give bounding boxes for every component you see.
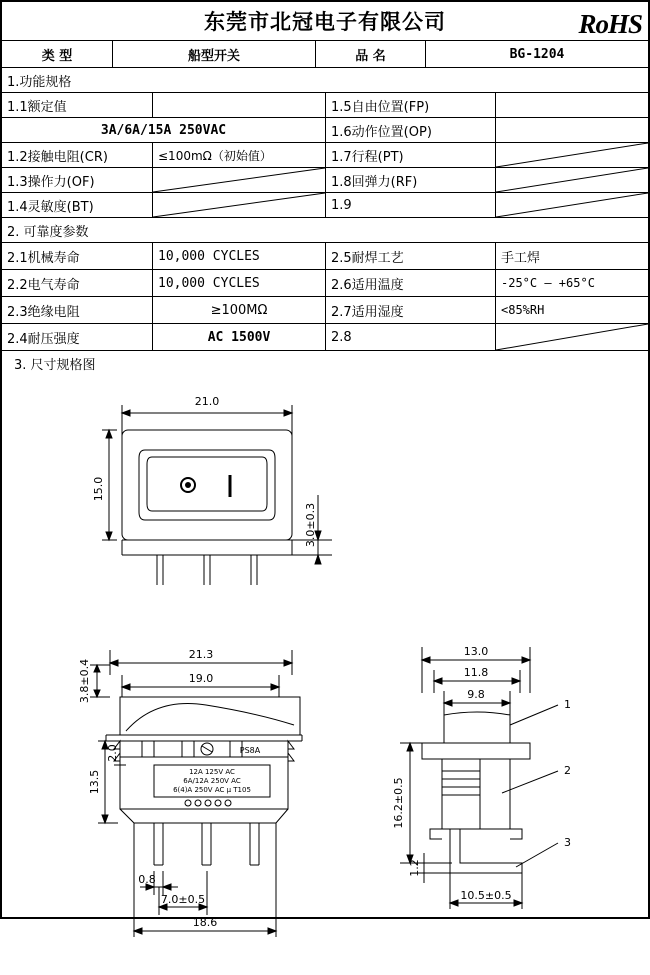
spec-right-label: 2.7适用湿度	[325, 297, 495, 323]
spec-row	[2, 193, 648, 218]
company-title: 东莞市北冠电子有限公司	[204, 10, 446, 34]
spec-left-value: 10,000 CYCLES	[152, 270, 325, 296]
name-value: BG-1204	[425, 41, 648, 67]
dim-front-step: 2.0	[106, 744, 119, 762]
spec-row	[2, 118, 648, 143]
dim-side-small: 1.2	[408, 859, 421, 877]
spec-left-label: 2.4耐压强度	[7, 331, 80, 347]
rating-value: 3A/6A/15A 250VAC	[100, 122, 227, 138]
dim-top-thickness: 3.0±0.3	[304, 502, 317, 548]
section3-heading: 3. 尺寸规格图	[14, 357, 96, 373]
spec-left-value	[152, 168, 325, 192]
type-value: 船型开关	[112, 41, 315, 67]
spec-right-label: 1.9	[325, 193, 495, 217]
spec-row	[2, 324, 648, 351]
spec-right-value	[495, 168, 648, 192]
spec-right-value	[495, 324, 648, 350]
rohs-logo: RoHS	[578, 9, 642, 39]
callout-1: 1	[564, 698, 571, 711]
dim-front-total-width: 21.3	[188, 648, 214, 661]
spec-right-label: 2.5耐焊工艺	[325, 243, 495, 269]
dim-side-width3: 9.8	[467, 688, 485, 701]
spec-left-label: 2.1机械寿命	[7, 250, 80, 266]
dim-side-width2: 11.8	[463, 666, 489, 679]
spec-row	[2, 270, 648, 297]
dim-pin-pitch: 7.0±0.5	[160, 893, 206, 906]
spec-row	[2, 143, 648, 168]
spec-right-value: 手工焊	[495, 243, 648, 269]
title-row	[2, 41, 648, 68]
section1-heading: 1.功能规格	[7, 74, 72, 90]
dim-top-height: 15.0	[92, 476, 105, 502]
spec-left-label: 1.2接触电阻(CR)	[7, 149, 108, 165]
drawing-canvas	[2, 375, 648, 965]
spec-right-value: -25°C – +65°C	[495, 270, 648, 296]
spec-row	[2, 243, 648, 270]
spec-left-label: 1.4灵敏度(BT)	[7, 199, 94, 215]
spec-left-value: 10,000 CYCLES	[152, 243, 325, 269]
spec-right-label: 1.8回弹力(RF)	[325, 168, 495, 192]
rating-line-1: 12A 125V AC	[189, 768, 235, 776]
spec-right-value	[495, 143, 648, 167]
dim-front-top-height: 3.8±0.4	[78, 658, 91, 704]
spec-right-label: 2.8	[325, 324, 495, 350]
callout-3: 3	[564, 836, 571, 849]
dim-side-bottom: 10.5±0.5	[460, 889, 512, 902]
dimension-drawings	[2, 375, 648, 975]
section1-heading-row	[2, 68, 648, 93]
spec-row	[2, 297, 648, 324]
spec-left-label: 1.1额定值	[7, 99, 67, 115]
spec-left-value: AC 1500V	[152, 324, 325, 350]
spec-right-label: 1.6动作位置(OP)	[325, 118, 495, 142]
spec-row	[2, 168, 648, 193]
dim-base-width: 18.6	[192, 916, 218, 929]
empty-strike	[153, 193, 325, 217]
spec-left-value	[152, 193, 325, 217]
dim-front-inner-width: 19.0	[188, 672, 214, 685]
spec-left-label: 2.2电气寿命	[7, 277, 80, 293]
spec-left-value: ≥100MΩ	[152, 297, 325, 323]
spec-right-value	[495, 193, 648, 217]
page-header	[2, 2, 648, 41]
dim-pin-width: 0.8	[138, 873, 156, 886]
empty-strike	[153, 168, 325, 192]
empty-strike	[496, 168, 648, 192]
spec-row	[2, 93, 648, 118]
dim-top-width: 21.0	[194, 395, 220, 408]
spec-left-label: 1.3操作力(OF)	[7, 174, 95, 190]
spec-right-value: <85%RH	[495, 297, 648, 323]
section2-heading: 2. 可靠度参数	[7, 224, 89, 240]
spec-left-value: ≤100mΩ（初始值）	[152, 143, 325, 167]
empty-strike	[496, 143, 648, 167]
dim-side-height: 16.2±0.5	[392, 777, 405, 829]
spec-left-value	[152, 93, 325, 117]
name-label: 品 名	[315, 41, 425, 67]
spec-right-value	[495, 118, 648, 142]
spec-right-label: 1.7行程(PT)	[325, 143, 495, 167]
label-ps8a: PS8A	[239, 746, 261, 755]
spec-right-label: 1.5自由位置(FP)	[325, 93, 495, 117]
rating-line-3: 6(4)A 250V AC μ T105	[173, 786, 251, 794]
empty-strike	[496, 324, 648, 350]
type-label: 类 型	[41, 48, 73, 64]
section3-heading-row	[2, 351, 648, 375]
spec-right-label: 2.6适用温度	[325, 270, 495, 296]
spec-right-value	[495, 93, 648, 117]
rating-line-2: 6A/12A 250V AC	[183, 777, 241, 785]
dim-side-width: 13.0	[463, 645, 489, 658]
section2-heading-row	[2, 218, 648, 243]
spec-left-label: 2.3绝缘电阻	[7, 304, 80, 320]
callout-2: 2	[564, 764, 571, 777]
empty-strike	[496, 193, 648, 217]
dim-front-body-height: 13.5	[88, 769, 101, 795]
